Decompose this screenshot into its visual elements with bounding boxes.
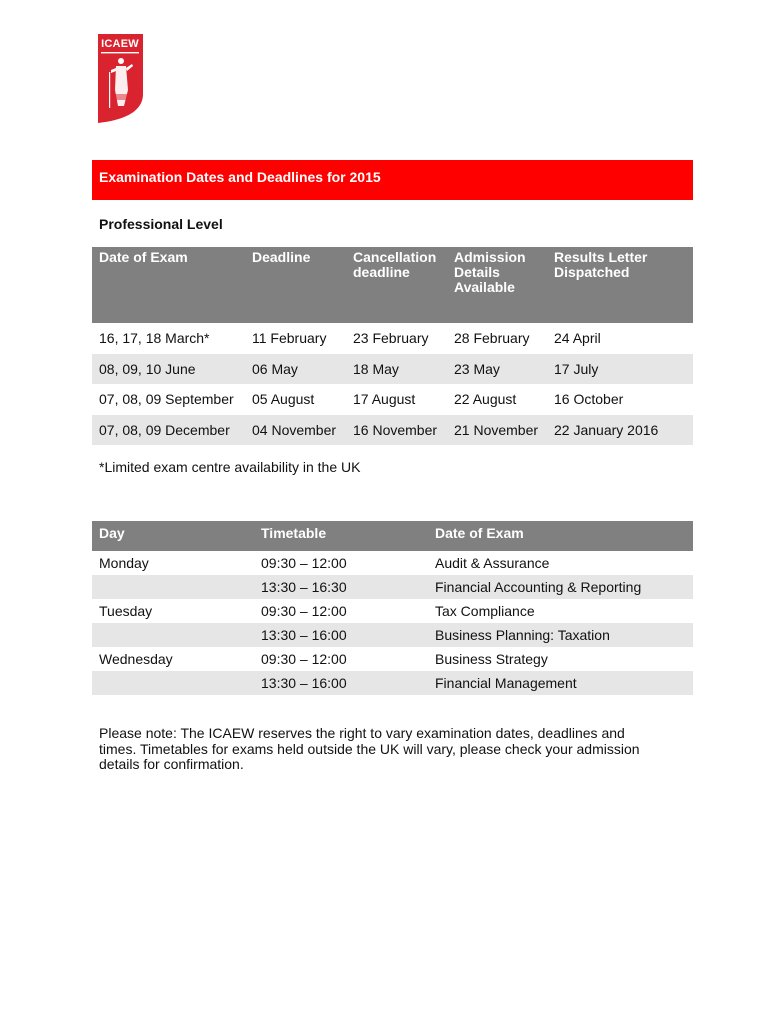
section-label: Professional Level [99, 216, 223, 232]
table-cell: Business Planning: Taxation [428, 623, 693, 647]
table-header-row [92, 521, 693, 551]
table-cell: Financial Accounting & Reporting [428, 575, 693, 599]
table-row [92, 599, 693, 623]
table-cell: 09:30 – 12:00 [261, 651, 347, 667]
table-cell: 28 February [454, 330, 530, 346]
table-row [92, 354, 693, 385]
footnote: *Limited exam centre availability in the UK [99, 459, 361, 475]
table-cell: Business Strategy [435, 651, 548, 667]
table-cell: 18 May [346, 354, 447, 385]
table-cell: 23 May [447, 354, 547, 385]
table-row [92, 671, 693, 695]
table-cell: 09:30 – 12:00 [261, 555, 347, 571]
logo-text: ICAEW [101, 38, 139, 50]
table-cell: 13:30 – 16:30 [254, 575, 428, 599]
table-cell [92, 575, 254, 599]
table-cell: 04 November [245, 415, 346, 446]
table-cell: Monday [99, 555, 149, 571]
column-header: Date of Exam [92, 247, 245, 323]
disclaimer-note: Please note: The ICAEW reserves the right to vary examination dates, deadlines and times. Timetables for exams held outside the UK will vary, please check your admission details for confirmation. [99, 725, 640, 772]
column-header: Cancellation deadline [346, 247, 447, 323]
table-cell [92, 671, 254, 695]
table-header-row [92, 247, 693, 323]
table-cell: 17 July [547, 354, 693, 385]
table-cell: 07, 08, 09 December [92, 415, 245, 446]
icaew-logo [97, 34, 145, 123]
table-cell: 21 November [447, 415, 547, 446]
table-cell: 16 November [346, 415, 447, 446]
table-cell: 06 May [245, 354, 346, 385]
column-header: Day [92, 521, 254, 551]
table-row [92, 384, 693, 415]
table-cell: Financial Management [428, 671, 693, 695]
table-row [92, 575, 693, 599]
timetable-table [92, 521, 693, 695]
table-cell: Wednesday [99, 651, 173, 667]
table-cell: 13:30 – 16:00 [254, 671, 428, 695]
column-header: Timetable [254, 521, 428, 551]
column-header: Results Letter Dispatched [547, 247, 693, 323]
table-cell: 08, 09, 10 June [92, 354, 245, 385]
table-cell: 22 January 2016 [547, 415, 693, 446]
table-cell: 16 October [554, 391, 624, 407]
table-cell: Tuesday [99, 603, 153, 619]
column-header: Date of Exam [428, 521, 693, 551]
table-cell: Tax Compliance [435, 603, 535, 619]
table-cell: 17 August [353, 391, 416, 407]
table-cell: 11 February [252, 330, 327, 346]
exam-dates-table [92, 247, 693, 445]
table-row [92, 551, 693, 575]
table-cell: 24 April [554, 330, 601, 346]
table-cell: 23 February [353, 330, 429, 346]
table-cell: 22 August [454, 391, 517, 407]
table-row [92, 415, 693, 446]
table-cell: 09:30 – 12:00 [261, 603, 347, 619]
table-cell [92, 623, 254, 647]
table-cell: 16, 17, 18 March* [99, 330, 210, 346]
table-row [92, 623, 693, 647]
table-cell: 13:30 – 16:00 [254, 623, 428, 647]
table-cell: 05 August [252, 391, 315, 407]
table-row [92, 323, 693, 354]
title-banner [92, 160, 693, 200]
column-header: Admission Details Available [447, 247, 547, 323]
table-cell: Audit & Assurance [435, 555, 550, 571]
page-title: Examination Dates and Deadlines for 2015 [99, 169, 381, 185]
table-cell: 07, 08, 09 September [99, 391, 234, 407]
column-header: Deadline [245, 247, 346, 323]
table-row [92, 647, 693, 671]
